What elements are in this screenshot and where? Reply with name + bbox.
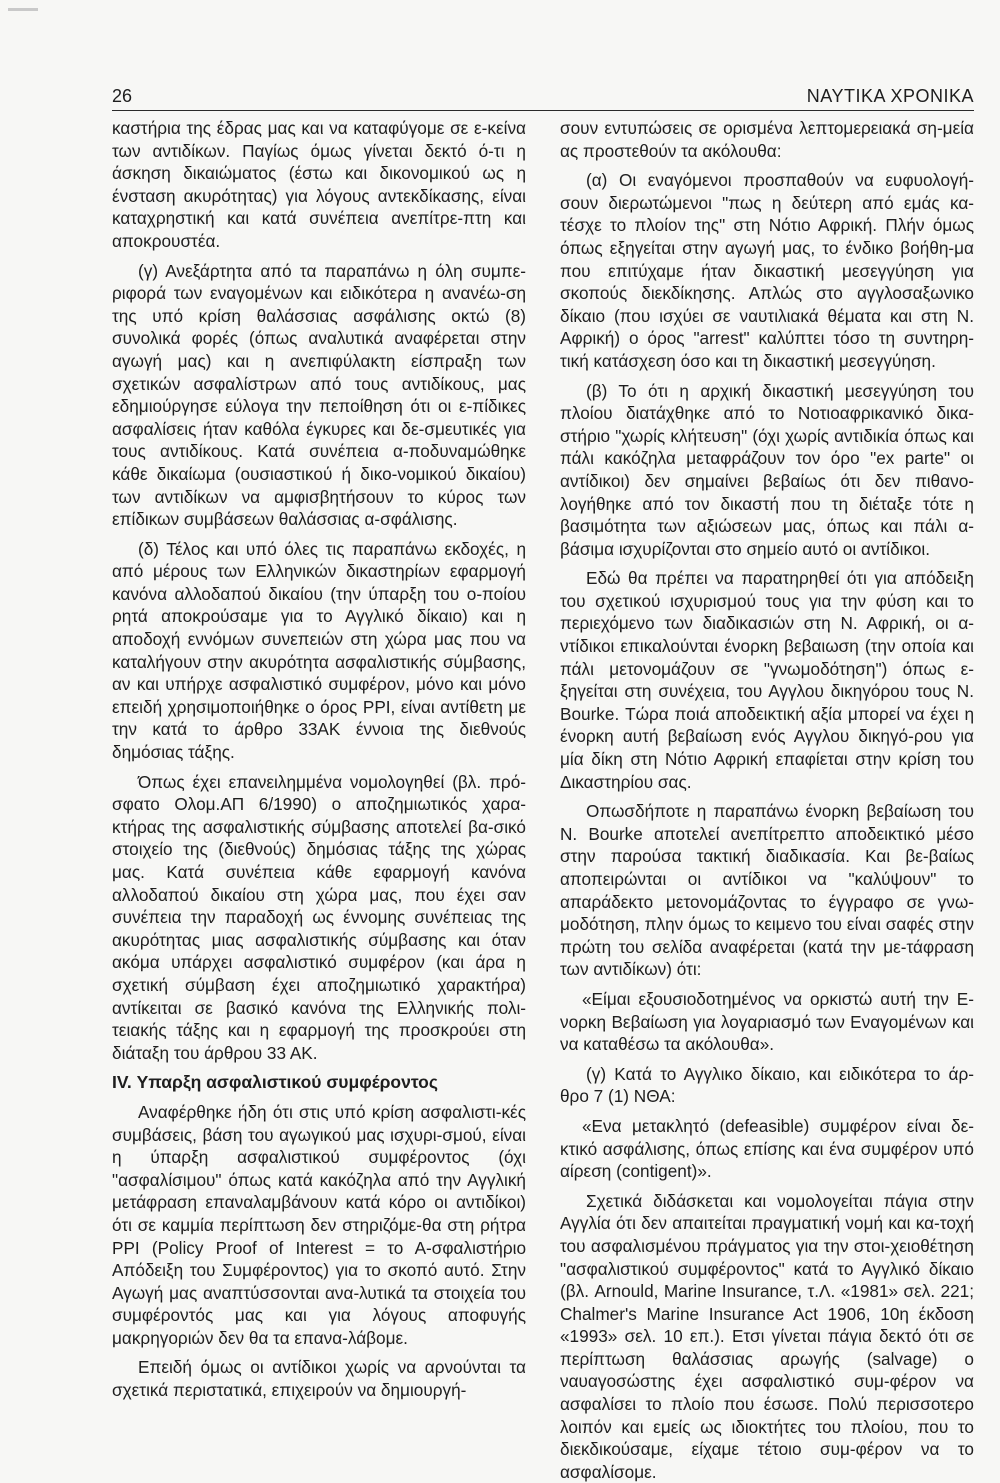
paragraph: Επειδή όμως οι αντίδικοι χωρίς να αρνούνται τα σχετικά περιστατικά, επιχειρούν να δημιουργή- xyxy=(112,1357,526,1401)
scan-corner-mark xyxy=(8,8,38,11)
paragraph: (γ) Ανεξάρτητα από τα παραπάνω η όλη συμπε-ριφορά των εναγομένων και ειδικότερα η ανανέω-ση της υπό κρίση θαλάσσιας ασφάλισης οκτώ (8) συνολικά φορές (όπως αναλυτικά αναφέρεται στην αγωγή μας) και η ανεπιφύλακτη είσπραξη των σχετικών ασφαλίστρων από τους αντιδίκους, μας εδημιούργησε εύλογα την πεποίθηση ότι οι ε-πίδικες ασφαλίσεις ήταν καθόλα έγκυρες και δε-σμευτικές για τους αντιδίκους. Κατά συνέπεια α-ποδυναμώθηκε κάθε δικαίωμα (ουσιαστικού ή δικο-νομικού δικαίου) των αντιδίκων να αμφισβητήσουν το κύρος των επίδικων συμβάσεων θαλάσσιας α-σφάλισης. xyxy=(112,260,526,530)
block-quote: «Είμαι εξουσιοδοτημένος να ορκιστώ αυτή την Ε-νορκη Βεβαίωση για λογαριασμό των Εναγομένων και να καταθέσω τα ακόλουθα». xyxy=(560,988,974,1055)
paragraph: καστήρια της έδρας μας και να καταφύγομε σε ε-κείνα των αντιδίκων. Παγίως όμως γίνεται δεκτό ό-τι η άσκηση δικαιώματος (έστω και δικονομικού ως η ένσταση ακυρότητας) για λόγους αντεκδίκασης, είναι καταχρηστική και κατά συνέπεια ανεπίτρε-πτη και αποκρουστέα. xyxy=(112,118,526,251)
paragraph: σουν εντυπώσεις σε ορισμένα λεπτομερειακά ση-μεία ας προστεθούν τα ακόλουθα: xyxy=(560,118,974,161)
paragraph: Οπωσδήποτε η παραπάνω ένορκη βεβαίωση του N. Bourke αποτελεί ανεπίτρεπτο αποδεικτικό μέσο στην παρούσα τακτική διαδικασία. Και βε-βαίως αποπειρώνται οι αντίδικοι να "καλύψουν" το απαράδεκτο μετονομάζοντας το έγγραφο σε γνω-μοδότηση, πλην όμως το κειμενο του είναι σαφές στην πρώτη του σελίδα αναφέρεται (κατά την με-τάφραση των αντιδίκων) ότι: xyxy=(560,801,974,980)
paragraph: (β) Το ότι η αρχική δικαστική μεσεγγύηση του πλοίου διατάχθηκε από το Νοτιοαφρικανικό δικα-στήριο "χωρίς κλήτευση" (όχι χωρίς αντιδικία όπως και πάλι κακόζηλα μεταφράζουν τον όρο "ex parte" οι αντίδικοι) δεν σημαίνει βεβαίως ότι δεν πιθανο-λογήθηκε από τον δικαστή που τη διέταξε τότε η βασιμότητα των αξιώσεων μας, όπως και πάλι α-βάσιμα ισχυρίζονται στο σημείο αυτό οι αντίδικοι. xyxy=(560,380,974,559)
paragraph: Όπως έχει επανειλημμένα νομολογηθεί (βλ. πρό-σφατο Ολομ.ΑΠ 6/1990) ο αποζημιωτικός χαρα-κτήρας της ασφαλιστικής σύμβασης αποτελεί βα-σικό στοιχείο της (διεθνούς) δημόσιας τάξης της χώρας μας. Κατά συνέπεια κάθε εφαρμογή κανόνα αλλοδαπού δικαίου στη χώρα μας, που έχει σαν συνέπεια την παραδοχή ως έννομης συνέπειας της ακυρότητας μιας ασφαλιστικής σύμβασης και όταν ακόμα υπάρχει ασφαλιστικό συμφέρον (και άρα η σχετική σύμβαση έχει αποζημιωτικό χαρακτήρα) αντίκειται σε βασικό κανόνα της Ελληνικής πολι-τειακής τάξης και η εφαρμογή της προσκρούει στη διάταξη του άρθρου 33 ΑΚ. xyxy=(112,771,526,1063)
block-quote: «Ενα μετακλητό (defeasible) συμφέρον είναι δε-κτικό ασφάλισης, όπως επίσης και ένα συμφέρον υπό αίρεση (contigent)». xyxy=(560,1115,974,1182)
left-column xyxy=(112,117,526,1401)
paragraph: (δ) Τέλος και υπό όλες τις παραπάνω εκδοχές, η από μέρους των Ελληνικών δικαστηρίων εφαρμογή κανόνα αλλοδαπού δικαίου (την ύπαρξη του ο-ποίου ρητά αποκρούσαμε για το Αγγλικό δίκαιο) και η αποδοχή εννόμων συνεπειών στη χώρα μας που να καταλήγουν στην ακυρότητα ασφαλιστικής σύμβασης, αν και υπήρχε ασφαλιστικό συμφέρον, μόνο και μόνο επειδή χρησιμοποιήθηκε ο όρος PPI, είναι αντίθετη με την κατά το άρθρο 33ΑΚ έννοια της διεθνούς δημόσιας τάξης. xyxy=(112,538,526,763)
paragraph: Αναφέρθηκε ήδη ότι στις υπό κρίση ασφαλιστι-κές συμβάσεις, βάση του αγωγικού μας ισχυρι-σμού, είναι η ύπαρξη ασφαλιστικού συμφέροντος (όχι "ασφαλίσιμου" όπως κατά κακόζηλα από την Αγγλική μετάφραση επαναλαμβάνουν κατά κόρο οι αντιδίκοι) ότι σε καμμία περίπτωση δεν στηριζόμε-θα στη ρήτρα PPI (Policy Proof of Interest = το Α-σφαλιστήριο Απόδειξη του Συμφέροντος) για το σκοπό αυτό. Στην Αγωγή μας αναπτύσσονται ανα-λυτικά τα στοιχεία του συμφέροντός μας και για λόγους αποφυγής μακρηγοριών δεν θα τα επανα-λάβομε. xyxy=(112,1101,526,1348)
header-rule xyxy=(112,110,974,111)
section-heading: IV. Υπαρξη ασφαλιστικού συμφέροντος xyxy=(112,1072,438,1093)
right-column xyxy=(560,117,974,1482)
page-header xyxy=(112,86,974,110)
running-title: ΝΑΥΤΙΚΑ ΧΡΟΝΙΚΑ xyxy=(806,86,974,106)
paragraph: (γ) Κατά το Αγγλικο δίκαιο, και ειδικότερα το άρ-θρο 7 (1) ΝΘΑ: xyxy=(560,1063,974,1107)
page-number: 26 xyxy=(112,86,133,106)
paragraph: (α) Οι εναγόμενοι προσπαθούν να ευφυολογή-σουν διερωτώμενοι "πως η δεύτερη από εμάς κα-τέσχε το πλοίον της" στη Νότιο Αφρική. Πλήν όμως όπως εξηγείται στην αγωγή μας, το ένδικο βοήθη-μα που επιτύχαμε ήταν δικαστική μεσεγγύηση για σκοπούς διεκδίκησης. Απλώς στο αγγλοσαξωνικο δίκαιο (που ισχύει σε ναυτιλιακά θέματα και στη Ν. Αφρική) ο όρος "arrest" καλύπτει τόσο τη συντηρη-τική κατάσχεση όσο και τη δικαστική μεσεγγύηση. xyxy=(560,170,974,371)
paragraph: Εδώ θα πρέπει να παρατηρηθεί ότι για απόδειξη του σχετικού ισχυρισμού τους για την φύση και το περιεχόμενο των διαδικασιών στη Ν. Αφρική, οι α-ντίδικοι επικαλούνται ένορκη βεβαιωση (την οποία και πάλι μετονομάζουν σε "γνωμοδότηση") όπως ε-ξηγείται στη συνέχεια, του Αγγλου δικηγόρου τους N. Bourke. Τώρα ποιά αποδεικτική αξία μπορεί να έχει η ένορκη αυτή βεβαίωση ενός Αγγλου δικηγό-ρου για μία δίκη στη Νότιο Αφρική επαφίεται στην κρίση του Δικαστηρίου σας. xyxy=(560,568,974,792)
paragraph: Σχετικά διδάσκεται και νομολογείται πάγια στην Αγγλία ότι δεν απαιτείται πραγματική νομή και κα-τοχή του ασφαλισμένου πράγματος για την στοι-χειοθέτηση "ασφαλιστικού συμφέροντος" κατά το Αγγλικό δίκαιο (βλ. Arnould, Marine Insurance, τ.Λ. «1981» σελ. 221; Chalmer's Marine Insurance Act 1906, 10η έκδοση «1993» σελ. 10 επ.). Ετσι γίνεται πάγια δεκτό ότι σε περίπτωση θαλάσσιας αρωγής (salvage) ο ναυαγοσώστης έχει ασφαλιστικό συμ-φέρον να ασφαλίσει το πλοίο που έσωσε. Πολύ περισσοτερο λοιπόν και εμείς ως ιδιοκτήτες του πλοίου, που το διεκδικούσαμε, είχαμε τέτοιο συμ-φέρον να το ασφαλίσομε. xyxy=(560,1190,974,1482)
